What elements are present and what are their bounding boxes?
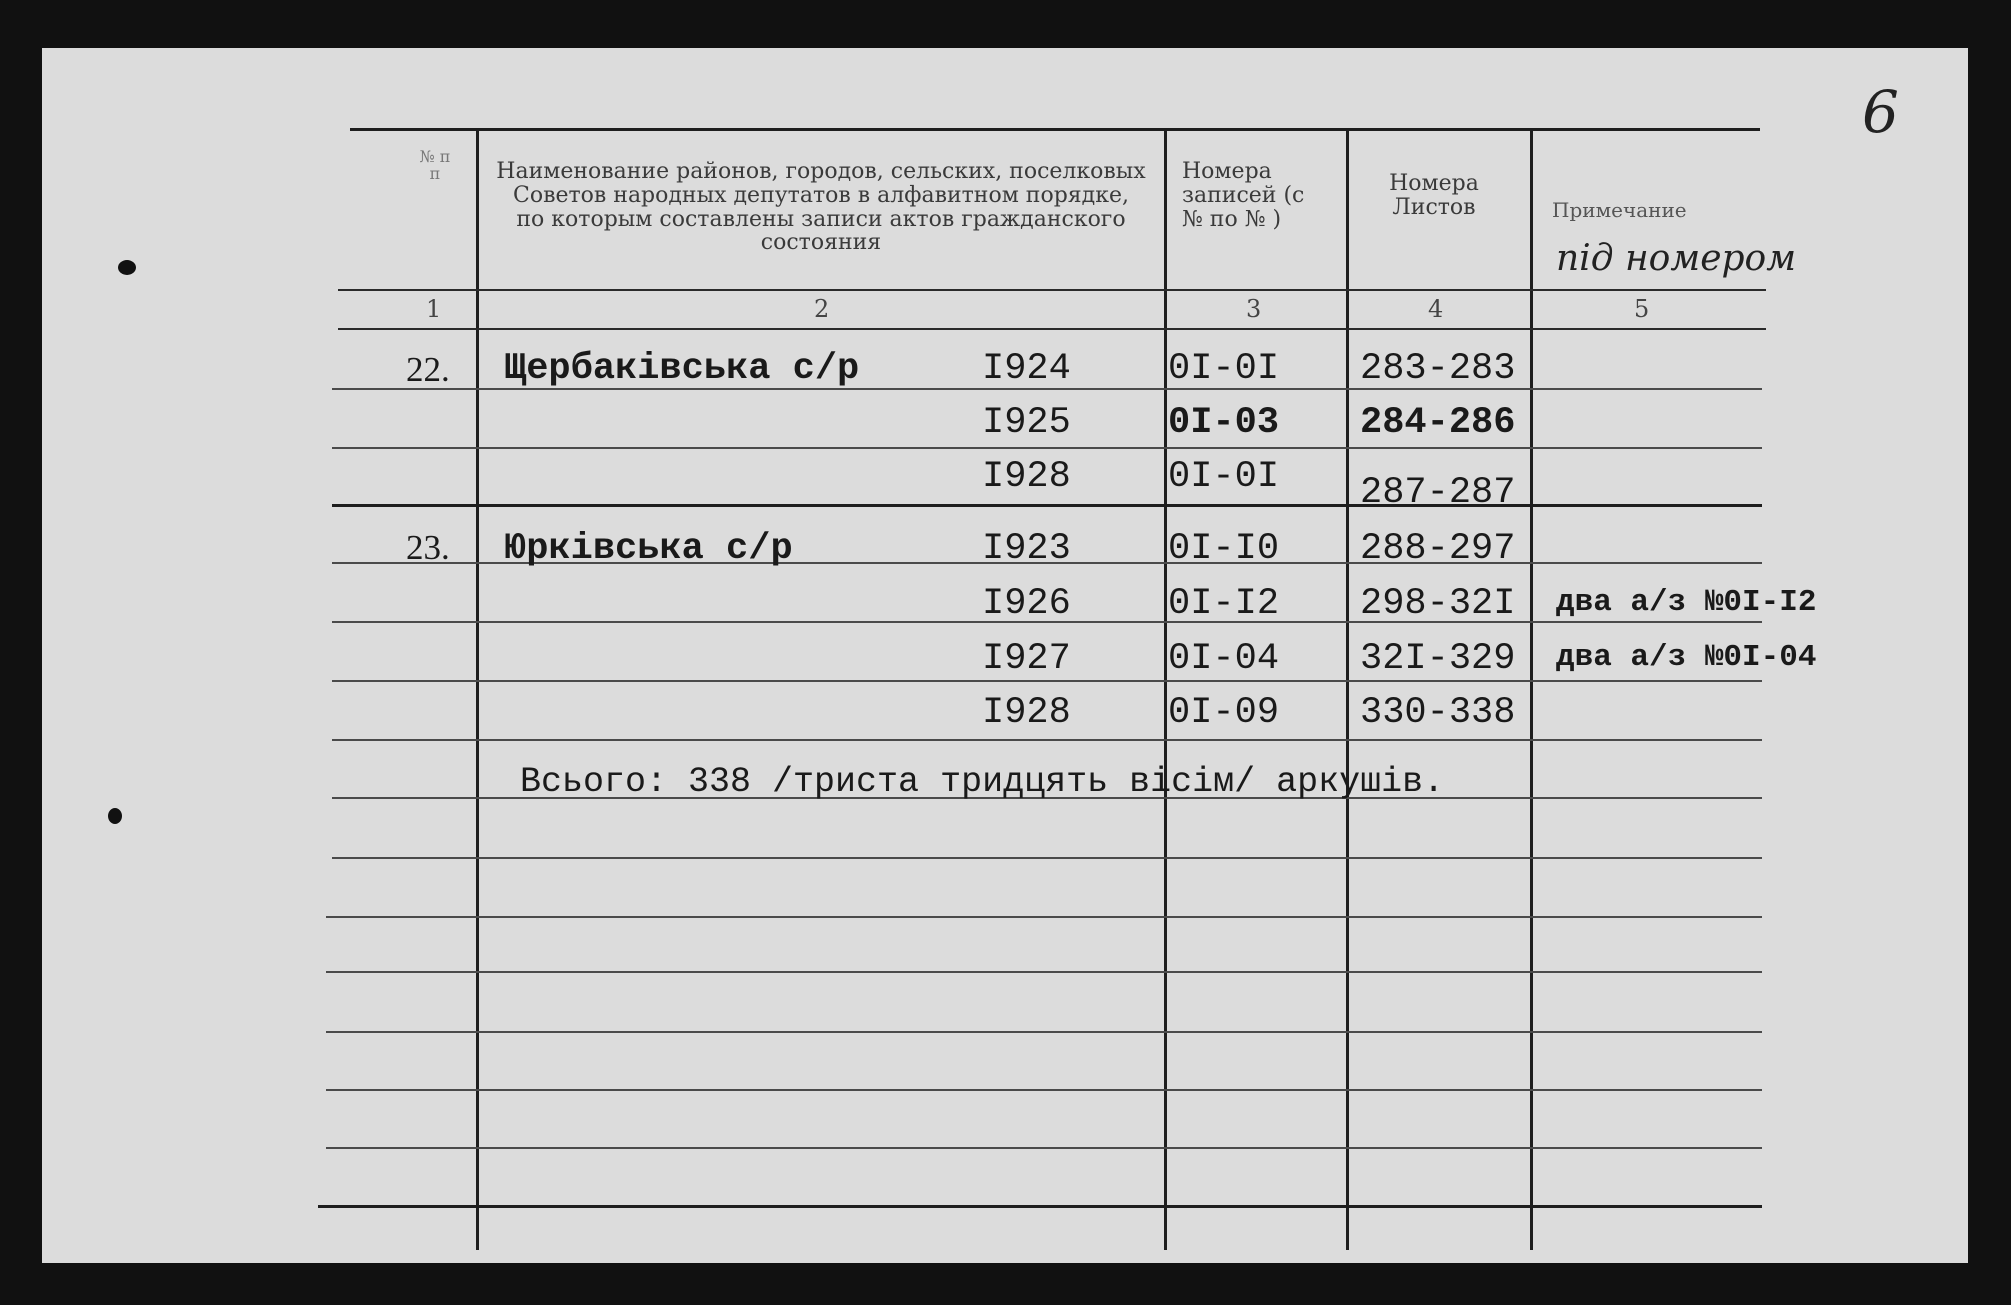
year: I924 [982, 348, 1071, 390]
table-top-line [350, 128, 1760, 131]
header-col4: Номера Листов [1389, 171, 1479, 220]
sheet-range: 287-287 [1360, 472, 1516, 514]
col-divider-3 [1346, 128, 1349, 1250]
header-bottom-line [338, 289, 1766, 291]
sheet-range: 330-338 [1360, 692, 1516, 734]
year: I926 [982, 583, 1071, 625]
year: I923 [982, 528, 1071, 570]
record-range: 0I-04 [1168, 638, 1280, 680]
punch-mark-top [118, 260, 136, 275]
row-line [326, 916, 1762, 918]
col-number-3: 3 [1246, 295, 1262, 323]
record-range: 0I-09 [1168, 692, 1280, 734]
record-range: 0I-0I [1168, 456, 1280, 498]
row-line [332, 857, 1762, 859]
col-divider-4 [1530, 128, 1533, 1250]
header-col2: Наименование районов, городов, сельских, поселковых Советов народных депутатов в алфавитном порядке, по которым составлены записи актов гражданского состояния [496, 159, 1146, 256]
row-line [326, 1031, 1762, 1033]
row-line [332, 447, 1762, 449]
col-divider-1 [476, 128, 479, 1250]
colnum-bottom-line [338, 328, 1766, 330]
header-col5-handwritten: під номером [1556, 238, 1797, 279]
council-name: Щербаківська с/р [504, 348, 860, 390]
row-number: 22. [406, 350, 450, 389]
sheet-range: 288-297 [1360, 528, 1516, 570]
header-col5: Примечание [1552, 198, 1687, 222]
row-number: 23. [406, 528, 450, 567]
total-summary: Всього: 338 /триста тридцять вісім/ аркушів. [520, 762, 1445, 802]
header-col3: Номера записей (с № по № ) [1182, 159, 1305, 232]
year: I925 [982, 402, 1071, 444]
sheet-range: 298-32I [1360, 583, 1516, 625]
sheet-range: 32I-329 [1360, 638, 1516, 680]
col-number-5: 5 [1634, 295, 1650, 323]
note: два а/з №0I-I2 [1556, 585, 1817, 620]
row-line [326, 971, 1762, 973]
table-bottom-line [318, 1205, 1762, 1208]
record-range: 0I-0I [1168, 348, 1280, 390]
record-range: 0I-I0 [1168, 528, 1280, 570]
row-line [326, 1089, 1762, 1091]
note: два а/з №0I-04 [1556, 640, 1817, 675]
year: I928 [982, 456, 1071, 498]
row-line [332, 739, 1762, 741]
col-number-4: 4 [1428, 295, 1444, 323]
punch-mark-bottom [108, 808, 122, 824]
record-range: 0I-I2 [1168, 583, 1280, 625]
col-number-1: 1 [426, 295, 442, 323]
header-col1: № пп [419, 147, 451, 184]
row-line [332, 504, 1762, 507]
sheet-range: 283-283 [1360, 348, 1516, 390]
col-number-2: 2 [814, 295, 830, 323]
col-divider-2 [1164, 128, 1167, 1250]
row-line [326, 1147, 1762, 1149]
year: I927 [982, 638, 1071, 680]
record-range: 0I-03 [1168, 402, 1280, 444]
page-number: 6 [1862, 78, 1899, 146]
row-line [332, 680, 1762, 682]
council-name: Юрківська с/р [504, 528, 793, 570]
sheet-range: 284-286 [1360, 402, 1516, 444]
year: I928 [982, 692, 1071, 734]
